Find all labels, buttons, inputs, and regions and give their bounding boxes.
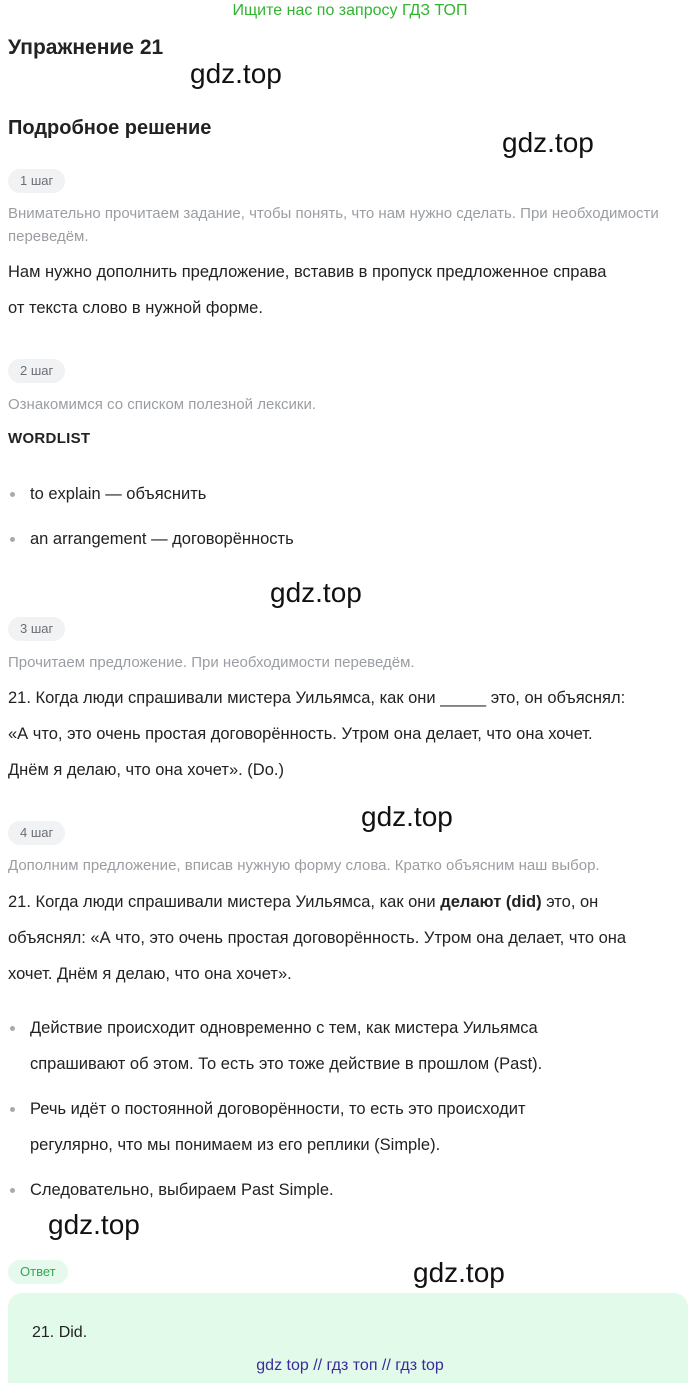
- explanation-item: [30, 1010, 670, 1082]
- step-3-badge: 3 шаг: [8, 617, 65, 641]
- bullet-icon: [10, 1107, 15, 1112]
- step-1-hint: Внимательно прочитаем задание, чтобы понять, что нам нужно сделать. При необходимости переведём.: [8, 205, 659, 245]
- exercise-title: Упражнение 21: [8, 36, 164, 59]
- wordlist-item-text: to explain — объяснить: [30, 485, 207, 503]
- explanation-line: Действие происходит одновременно с тем, как мистера Уильямса: [30, 1019, 538, 1037]
- wordlist-item-text: an arrangement — договорённость: [30, 530, 294, 548]
- explanation-line: Речь идёт о постоянной договорённости, то есть это происходит: [30, 1100, 526, 1118]
- step-1-text-line: от текста слово в нужной форме.: [8, 299, 263, 317]
- step-4-text-part: это, он: [541, 893, 599, 911]
- explanation-line: регулярно, что мы понимаем из его реплики (Simple).: [30, 1136, 441, 1154]
- step-3-text-line: Днём я делаю, что она хочет». (Do.): [8, 761, 284, 779]
- explanation-item: [30, 1172, 670, 1208]
- explanation-item: [30, 1091, 670, 1163]
- answer-text: 21. Did.: [32, 1324, 88, 1341]
- explanation-line: Следовательно, выбираем Past Simple.: [30, 1181, 334, 1199]
- wordlist-item: [30, 521, 670, 557]
- bullet-icon: [10, 1188, 15, 1193]
- footer-link[interactable]: gdz top // гдз топ // гдз top: [256, 1357, 444, 1374]
- step-1-badge: 1 шаг: [8, 169, 65, 193]
- step-4-text-line: хочет. Днём я делаю, что она хочет».: [8, 965, 292, 983]
- watermark: gdz.top: [270, 577, 362, 608]
- watermark: gdz.top: [502, 127, 594, 158]
- watermark: gdz.top: [413, 1257, 505, 1288]
- bullet-icon: [10, 492, 15, 497]
- answer-badge: Ответ: [8, 1260, 68, 1284]
- step-4-text-line: [8, 884, 690, 920]
- step-4-badge: 4 шаг: [8, 821, 65, 845]
- solution-heading: Подробное решение: [8, 117, 212, 139]
- step-3-text-line: «А что, это очень простая договорённость. Утром она делает, что она хочет.: [8, 725, 593, 743]
- watermark: gdz.top: [361, 801, 453, 832]
- top-banner[interactable]: Ищите нас по запросу ГДЗ ТОП: [232, 2, 468, 19]
- wordlist-title: WORDLIST: [8, 430, 91, 447]
- step-4-text-part: 21. Когда люди спрашивали мистера Уильямса, как они: [8, 893, 441, 911]
- step-4-hint: Дополним предложение, вписав нужную форму слова. Кратко объясним наш выбор.: [8, 857, 600, 874]
- watermark: gdz.top: [48, 1209, 140, 1240]
- step-3-hint: Прочитаем предложение. При необходимости переведём.: [8, 654, 415, 671]
- watermark: gdz.top: [190, 58, 282, 89]
- wordlist-item: [30, 476, 670, 512]
- step-3-text-line: 21. Когда люди спрашивали мистера Уильямса, как они _____ это, он объяснял:: [8, 689, 626, 707]
- step-4-text-line: объяснял: «А что, это очень простая договорённость. Утром она делает, что она: [8, 929, 627, 947]
- step-4-answer-inline: делают (did): [440, 893, 542, 911]
- bullet-icon: [10, 1026, 15, 1031]
- explanation-line: спрашивают об этом. То есть это тоже действие в прошлом (Past).: [30, 1055, 543, 1073]
- step-2-badge: 2 шаг: [8, 359, 65, 383]
- step-2-hint: Ознакомимся со списком полезной лексики.: [8, 396, 317, 413]
- step-1-text-line: Нам нужно дополнить предложение, вставив в пропуск предложенное справа: [8, 263, 607, 281]
- bullet-icon: [10, 537, 15, 542]
